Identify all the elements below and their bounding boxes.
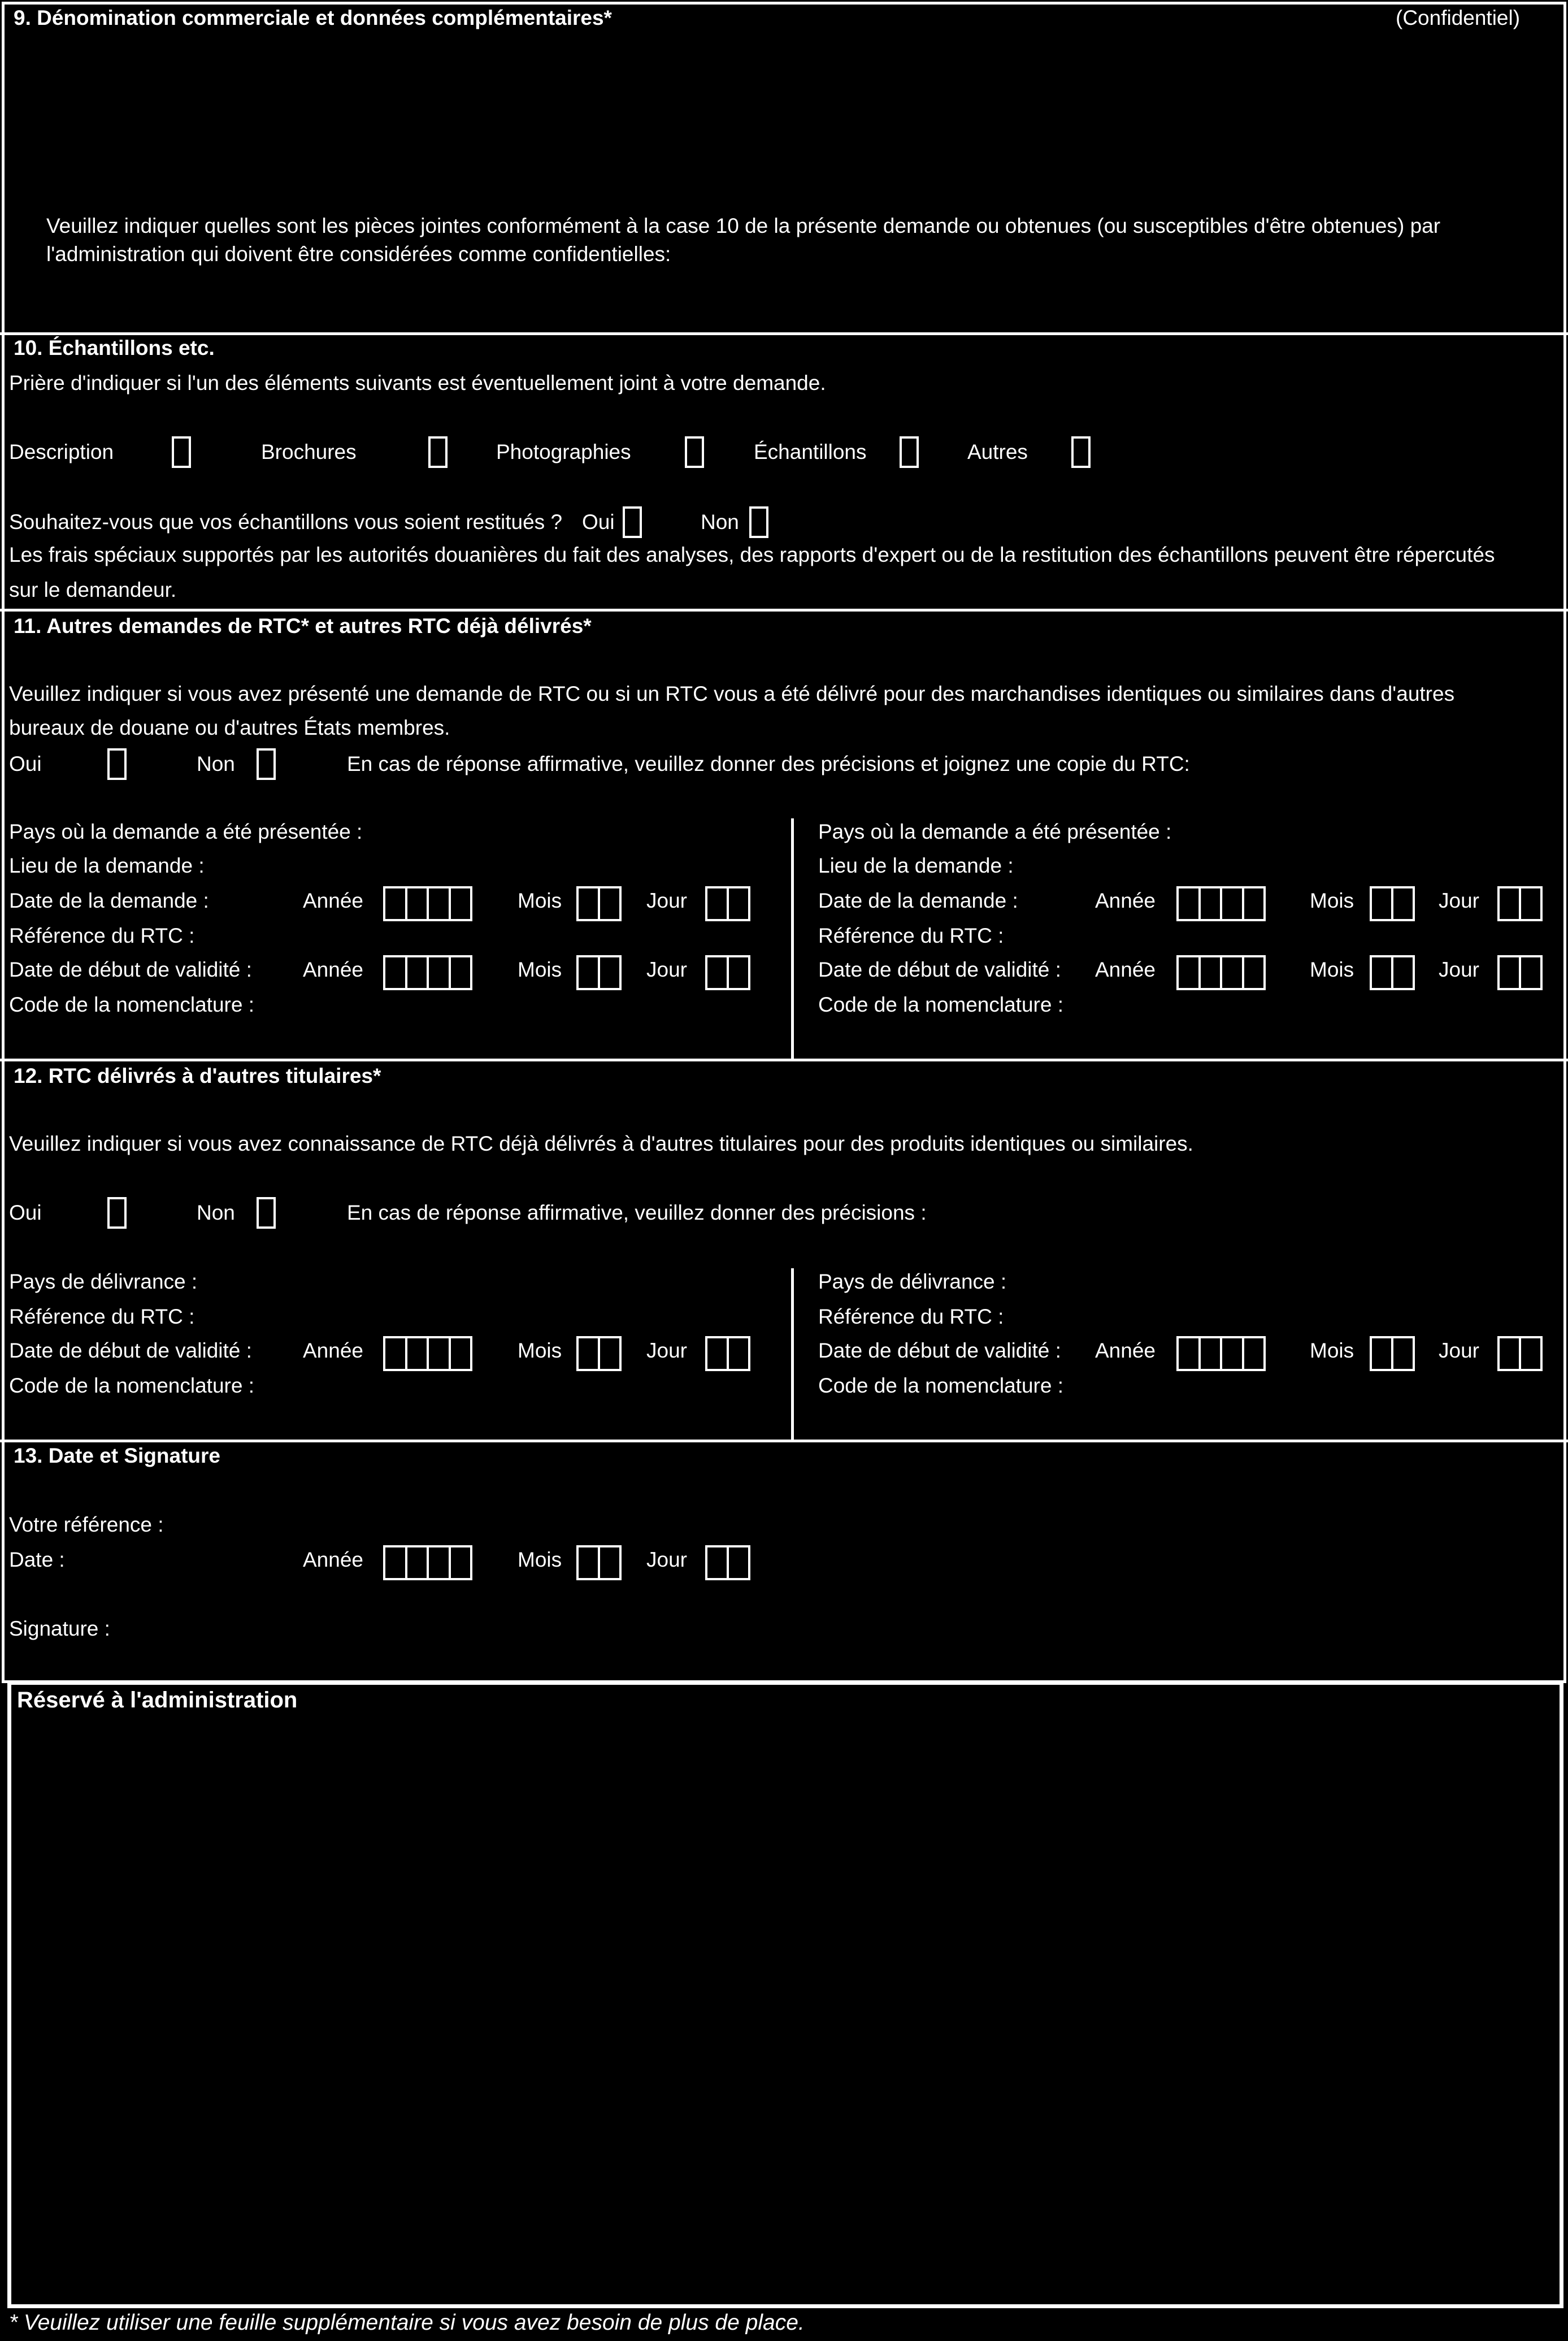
- s11-l-lieu: Lieu de la demande :: [9, 854, 205, 877]
- s12-r-annee: Année: [1095, 1339, 1156, 1362]
- s11-if-yes: En cas de réponse affirmative, veuillez donner des précisions et joignez une copie du RTC:: [347, 752, 1190, 775]
- s11-r-jour-2: Jour: [1439, 958, 1479, 981]
- restitution-oui-label: Oui: [582, 510, 615, 534]
- restitution-non-checkbox[interactable]: [749, 506, 768, 538]
- restitution-non-label: Non: [701, 510, 739, 534]
- s12-oui-checkbox[interactable]: [107, 1197, 127, 1229]
- s11-r-jour-1: Jour: [1439, 889, 1479, 912]
- votre-reference-label: Votre référence :: [9, 1513, 164, 1536]
- s11-non-checkbox[interactable]: [257, 748, 276, 780]
- s11-l-jour-field-1[interactable]: [705, 886, 750, 921]
- section-12-title: 12. RTC délivrés à d'autres titulaires*: [14, 1064, 381, 1087]
- s12-r-mois: Mois: [1310, 1339, 1354, 1362]
- s12-l-jour: Jour: [646, 1339, 687, 1362]
- restitution-question: Souhaitez-vous que vos échantillons vous soient restitués ?: [9, 510, 563, 534]
- s11-r-annee-field-2[interactable]: [1176, 955, 1266, 990]
- confidential-label: (Confidentiel): [1396, 6, 1521, 29]
- s11-r-annee-2: Année: [1095, 958, 1156, 981]
- s11-l-mois-2: Mois: [518, 958, 562, 981]
- s12-r-annee-field[interactable]: [1176, 1336, 1266, 1371]
- s11-r-date-dem: Date de la demande :: [818, 889, 1018, 912]
- s11-column-divider: [791, 818, 794, 1059]
- section-9-title: 9. Dénomination commerciale et données complémentaires*: [14, 6, 612, 29]
- section-10-intro: Prière d'indiquer si l'un des éléments suivants est éventuellement joint à votre demande.: [9, 371, 826, 394]
- divider-10-11: [0, 609, 1568, 612]
- s12-r-date-debut: Date de début de validité :: [818, 1339, 1061, 1362]
- s13-jour-field[interactable]: [705, 1545, 750, 1580]
- section-11-text-2: bureaux de douane ou d'autres États membres.: [9, 716, 450, 739]
- costs-text-1: Les frais spéciaux supportés par les autorités douanières du fait des analyses, des rapports d'expert ou de la restitution des échantillons peuvent être répercutés: [9, 543, 1495, 566]
- s12-non-label: Non: [197, 1201, 235, 1224]
- s13-annee: Année: [303, 1548, 363, 1571]
- s11-r-jour-field-1[interactable]: [1497, 886, 1543, 921]
- s11-l-mois-field-2[interactable]: [576, 955, 622, 990]
- autres-label: Autres: [967, 440, 1028, 463]
- s11-r-lieu: Lieu de la demande :: [818, 854, 1014, 877]
- s13-jour: Jour: [646, 1548, 687, 1571]
- s12-r-jour-field[interactable]: [1497, 1336, 1543, 1371]
- s11-l-pays: Pays où la demande a été présentée :: [9, 820, 363, 843]
- s11-l-jour-2: Jour: [646, 958, 687, 981]
- s11-r-mois-field-2[interactable]: [1370, 955, 1415, 990]
- brochures-label: Brochures: [261, 440, 357, 463]
- s12-l-annee: Année: [303, 1339, 363, 1362]
- photographies-checkbox[interactable]: [685, 436, 704, 468]
- signature-label: Signature :: [9, 1617, 110, 1640]
- s12-l-annee-field[interactable]: [383, 1336, 472, 1371]
- s12-l-ref: Référence du RTC :: [9, 1305, 195, 1328]
- s11-l-date-debut: Date de début de validité :: [9, 958, 252, 981]
- s12-column-divider: [791, 1268, 794, 1440]
- s11-l-code: Code de la nomenclature :: [9, 993, 254, 1016]
- s11-l-annee-2: Année: [303, 958, 363, 981]
- s11-l-date-dem: Date de la demande :: [9, 889, 209, 912]
- divider-11-12: [0, 1059, 1568, 1061]
- s13-date-label: Date :: [9, 1548, 65, 1571]
- s13-mois: Mois: [518, 1548, 562, 1571]
- restitution-oui-checkbox[interactable]: [623, 506, 642, 538]
- s11-l-annee-field-1[interactable]: [383, 886, 472, 921]
- description-checkbox[interactable]: [172, 436, 191, 468]
- costs-text-2: sur le demandeur.: [9, 578, 177, 601]
- s13-annee-field[interactable]: [383, 1545, 472, 1580]
- s12-r-code: Code de la nomenclature :: [818, 1374, 1063, 1397]
- section-13-title: 13. Date et Signature: [14, 1444, 221, 1467]
- s12-oui-label: Oui: [9, 1201, 42, 1224]
- s11-l-annee-field-2[interactable]: [383, 955, 472, 990]
- admin-box: [7, 1681, 1563, 2308]
- s11-r-mois-2: Mois: [1310, 958, 1354, 981]
- s12-l-date-debut: Date de début de validité :: [9, 1339, 252, 1362]
- description-label: Description: [9, 440, 114, 463]
- s12-r-ref: Référence du RTC :: [818, 1305, 1004, 1328]
- s12-l-mois: Mois: [518, 1339, 562, 1362]
- s13-mois-field[interactable]: [576, 1545, 622, 1580]
- s11-r-annee-field-1[interactable]: [1176, 886, 1266, 921]
- s11-l-mois-field-1[interactable]: [576, 886, 622, 921]
- s12-l-code: Code de la nomenclature :: [9, 1374, 254, 1397]
- s11-non-label: Non: [197, 752, 235, 775]
- footnote: * Veuillez utiliser une feuille supplémentaire si vous avez besoin de plus de place.: [9, 2310, 805, 2335]
- s11-r-mois-1: Mois: [1310, 889, 1354, 912]
- s11-r-annee-1: Année: [1095, 889, 1156, 912]
- divider-12-13: [0, 1440, 1568, 1442]
- s11-r-code: Code de la nomenclature :: [818, 993, 1063, 1016]
- s11-oui-checkbox[interactable]: [107, 748, 127, 780]
- photographies-label: Photographies: [496, 440, 631, 463]
- section-9-text-1: Veuillez indiquer quelles sont les pièces jointes conformément à la case 10 de la présente demande ou obtenues (ou susceptibles d'être obtenues) par: [46, 214, 1441, 237]
- s11-r-ref: Référence du RTC :: [818, 924, 1004, 947]
- admin-title: Réservé à l'administration: [17, 1688, 298, 1713]
- s12-if-yes: En cas de réponse affirmative, veuillez donner des précisions :: [347, 1201, 927, 1224]
- s12-l-jour-field[interactable]: [705, 1336, 750, 1371]
- s12-r-mois-field[interactable]: [1370, 1336, 1415, 1371]
- autres-checkbox[interactable]: [1071, 436, 1091, 468]
- s11-oui-label: Oui: [9, 752, 42, 775]
- s11-r-date-debut: Date de début de validité :: [818, 958, 1061, 981]
- s11-r-jour-field-2[interactable]: [1497, 955, 1543, 990]
- section-12-text: Veuillez indiquer si vous avez connaissance de RTC déjà délivrés à d'autres titulaires pour des produits identiques ou similaires.: [9, 1132, 1193, 1155]
- s11-l-jour-field-2[interactable]: [705, 955, 750, 990]
- s11-l-ref: Référence du RTC :: [9, 924, 195, 947]
- echantillons-label: Échantillons: [754, 440, 867, 463]
- s12-l-mois-field[interactable]: [576, 1336, 622, 1371]
- s12-r-jour: Jour: [1439, 1339, 1479, 1362]
- echantillons-checkbox[interactable]: [900, 436, 919, 468]
- s12-r-pays: Pays de délivrance :: [818, 1270, 1007, 1293]
- s12-non-checkbox[interactable]: [257, 1197, 276, 1229]
- section-9-text-2: l'administration qui doivent être considérées comme confidentielles:: [46, 242, 671, 266]
- s11-r-pays: Pays où la demande a été présentée :: [818, 820, 1172, 843]
- s11-l-jour-1: Jour: [646, 889, 687, 912]
- s11-l-annee-1: Année: [303, 889, 363, 912]
- divider-9-10: [0, 332, 1568, 335]
- section-11-text-1: Veuillez indiquer si vous avez présenté une demande de RTC ou si un RTC vous a été délivré pour des marchandises identiques ou similaires dans d'autres: [9, 682, 1455, 705]
- section-11-title: 11. Autres demandes de RTC* et autres RTC déjà délivrés*: [14, 614, 592, 638]
- s12-l-pays: Pays de délivrance :: [9, 1270, 198, 1293]
- section-10-title: 10. Échantillons etc.: [14, 336, 215, 359]
- brochures-checkbox[interactable]: [428, 436, 448, 468]
- s11-l-mois-1: Mois: [518, 889, 562, 912]
- s11-r-mois-field-1[interactable]: [1370, 886, 1415, 921]
